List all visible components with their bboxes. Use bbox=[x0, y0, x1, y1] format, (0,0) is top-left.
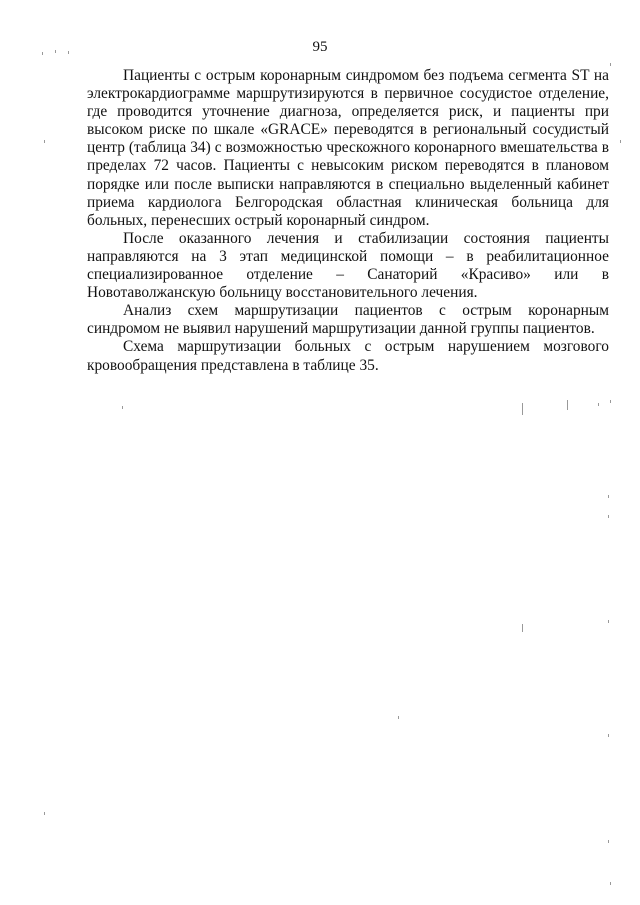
body-text bbox=[87, 67, 609, 375]
scan-artifact bbox=[620, 140, 621, 143]
scan-artifact bbox=[610, 63, 611, 66]
scan-artifact bbox=[42, 52, 43, 55]
scan-artifact bbox=[567, 400, 568, 410]
scan-artifact bbox=[522, 624, 523, 632]
scan-artifact bbox=[608, 515, 609, 518]
page-number: 95 bbox=[312, 39, 328, 55]
scan-artifact bbox=[44, 812, 45, 815]
scan-artifact bbox=[608, 495, 609, 498]
scan-artifact bbox=[44, 140, 45, 143]
scan-artifact bbox=[608, 734, 609, 737]
scan-artifact bbox=[608, 840, 609, 843]
paragraph-stroke-scheme: Схема маршрутизации больных с острым нарушением мозгового кровообращения представлена в таблице 35. bbox=[87, 338, 609, 374]
paragraph-analysis: Анализ схем маршрутизации пациентов с острым коронарным синдромом не выявил нарушений маршрутизации данной группы пациентов. bbox=[87, 302, 609, 338]
scan-artifact bbox=[122, 406, 123, 409]
scan-artifact bbox=[55, 50, 56, 53]
scan-artifact bbox=[522, 403, 523, 415]
scan-artifact bbox=[610, 882, 611, 885]
scan-artifact bbox=[598, 403, 599, 406]
paragraph-acs-routing: Пациенты с острым коронарным синдромом без подъема сегмента ST на электрокардиограмме маршрутизируются в первичное сосудистое отделение, где проводится уточнение диагноза, определяется риск, и пациенты при высоком риске по шкале «GRACE» переводятся в региональный сосудистый центр (таблица 34) с возможностью чрескожного коронарного вмешательства в пределах 72 часов. Пациенты с невысоким риском переводятся в плановом порядке или после выписки направляются в специально выделенный кабинет приема кардиолога Белгородская областная клиническая больница для больных, перенесших острый коронарный синдром. bbox=[87, 67, 609, 229]
scan-artifact bbox=[398, 716, 399, 719]
scan-artifact bbox=[610, 400, 611, 403]
scan-artifact bbox=[608, 620, 609, 623]
paragraph-rehabilitation: После оказанного лечения и стабилизации состояния пациенты направляются на 3 этап медицинской помощи – в реабилитационное специализированное отделение – Санаторий «Красиво» или в Новотаволжанскую больницу восстановительного лечения. bbox=[87, 229, 609, 302]
scan-artifact bbox=[68, 51, 69, 54]
